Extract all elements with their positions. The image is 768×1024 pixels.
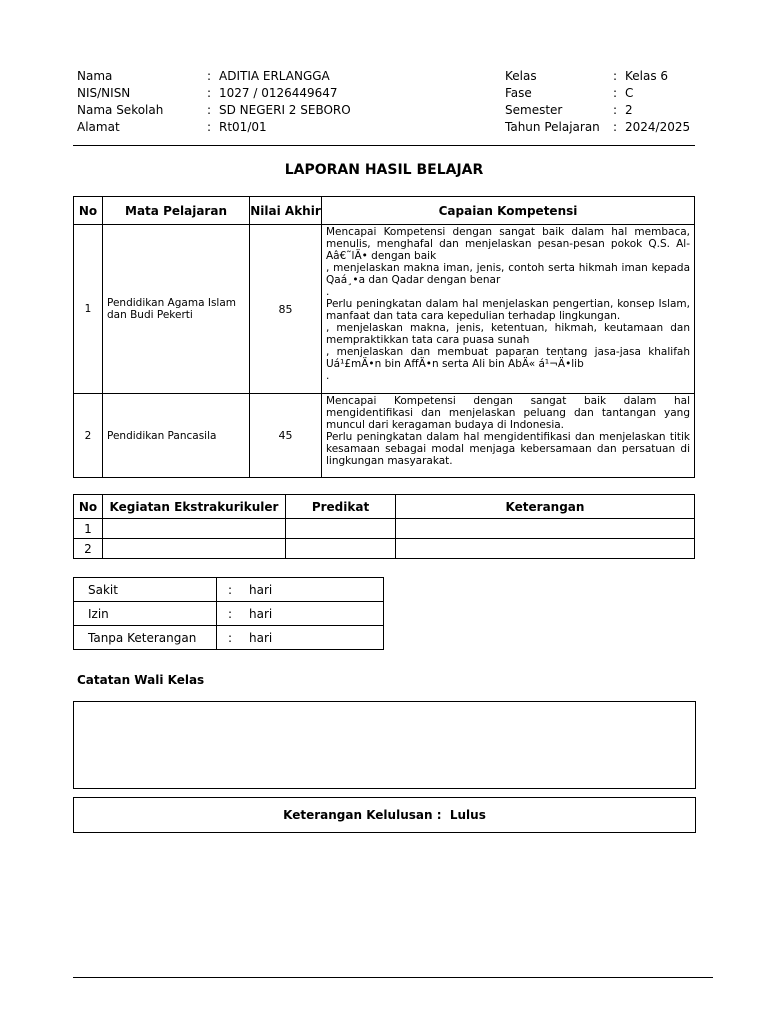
graduation-box	[73, 797, 696, 833]
graduation-value: Lulus	[449, 808, 486, 822]
competency-line: , menjelaskan makna iman, jenis, contoh serta hikmah iman kepada Qaá¸•a dan Qadar dengan benar	[326, 262, 690, 286]
graduation-label: Keterangan Kelulusan :	[283, 808, 442, 822]
row-score: 85	[250, 225, 322, 394]
row-no: 1	[74, 519, 103, 539]
info-label: Kelas	[505, 69, 537, 83]
attendance-value: hari	[243, 626, 384, 650]
row-subject: Pendidikan Agama Islam dan Budi Pekerti	[103, 225, 250, 394]
header-no: No	[74, 197, 103, 225]
attendance-row-izin	[74, 602, 384, 626]
student-info-right	[505, 68, 690, 136]
notes-box	[73, 701, 696, 789]
grades-header-row	[74, 197, 695, 225]
info-row-kelas	[505, 68, 690, 85]
competency-line: .	[326, 286, 330, 298]
extra-header-row	[74, 495, 695, 519]
notes-title: Catatan Wali Kelas	[77, 673, 205, 687]
info-row-tahun	[505, 119, 690, 136]
row-score: 45	[250, 394, 322, 478]
footer-divider	[73, 977, 713, 978]
competency-line: Perlu peningkatan dalam hal menjelaskan pengertian, konsep Islam, manfaat dan tata cara kepedulian terhadap lingkungan.	[326, 298, 690, 322]
info-row-sekolah	[77, 102, 351, 119]
info-row-nama	[77, 68, 351, 85]
info-value: 1027 / 0126449647	[219, 86, 338, 100]
header-predicate: Predikat	[286, 495, 396, 519]
info-label: Nama	[77, 69, 113, 83]
attendance-colon: :	[217, 602, 244, 626]
info-label: Semester	[505, 103, 563, 117]
header-subject: Mata Pelajaran	[103, 197, 250, 225]
row-no: 1	[74, 225, 103, 394]
info-value: C	[625, 86, 634, 100]
info-value: ADITIA ERLANGGA	[219, 69, 330, 83]
table-row	[74, 519, 695, 539]
info-value: 2024/2025	[625, 120, 691, 134]
info-colon: :	[207, 69, 212, 83]
info-row-alamat	[77, 119, 351, 136]
row-activity	[103, 519, 286, 539]
info-colon: :	[613, 103, 618, 117]
info-label: Tahun Pelajaran	[505, 120, 600, 134]
attendance-label: Sakit	[74, 578, 217, 602]
info-row-nisn	[77, 85, 351, 102]
student-info-left	[77, 68, 351, 136]
attendance-label: Izin	[74, 602, 217, 626]
attendance-value: hari	[243, 578, 384, 602]
competency-line: , menjelaskan dan membuat paparan tentang jasa-jasa khalifah Uá¹£mÄ•n bin AffÄ•n serta Ali bin AbÄ« á¹¬Ä•lib	[326, 346, 690, 370]
competency-line: .	[326, 370, 330, 382]
header-score: Nilai Akhir	[250, 197, 322, 225]
header-note: Keterangan	[396, 495, 695, 519]
page-title: LAPORAN HASIL BELAJAR	[284, 162, 484, 178]
row-note	[396, 539, 695, 559]
info-value: Kelas 6	[625, 69, 669, 83]
info-colon: :	[207, 120, 212, 134]
competency-line: Mencapai Kompetensi dengan sangat baik dalam hal mengidentifikasi dan menjelaskan peluang dan tantangan yang muncul dari keragaman budaya di Indonesia.	[326, 395, 690, 431]
attendance-colon: :	[217, 578, 244, 602]
info-value: Rt01/01	[219, 120, 267, 134]
attendance-row-tanpa-keterangan	[74, 626, 384, 650]
info-value: 2	[625, 103, 633, 117]
info-colon: :	[613, 69, 618, 83]
row-no: 2	[74, 539, 103, 559]
info-row-semester	[505, 102, 690, 119]
info-label: Fase	[505, 86, 532, 100]
header-activity: Kegiatan Ekstrakurikuler	[103, 495, 286, 519]
info-value: SD NEGERI 2 SEBORO	[219, 103, 351, 117]
info-colon: :	[207, 103, 212, 117]
competency-line: Perlu peningkatan dalam hal mengidentifikasi dan menjelaskan titik kesamaan sebagai modal menjaga kebersamaan dan persatuan di lingkungan masyarakat.	[326, 431, 690, 467]
row-activity	[103, 539, 286, 559]
attendance-row-sakit	[74, 578, 384, 602]
table-row	[74, 539, 695, 559]
header-competency: Capaian Kompetensi	[322, 197, 695, 225]
row-predicate	[286, 539, 396, 559]
row-competency	[322, 225, 695, 394]
extracurricular-table	[73, 494, 695, 559]
attendance-colon: :	[217, 626, 244, 650]
attendance-table	[73, 577, 384, 650]
info-label: NIS/NISN	[77, 86, 131, 100]
attendance-label: Tanpa Keterangan	[74, 626, 217, 650]
info-label: Alamat	[77, 120, 120, 134]
table-row	[74, 225, 695, 394]
info-colon: :	[613, 86, 618, 100]
header-divider	[73, 145, 695, 146]
row-competency	[322, 394, 695, 478]
row-note	[396, 519, 695, 539]
grades-table	[73, 196, 695, 478]
info-colon: :	[613, 120, 618, 134]
info-label: Nama Sekolah	[77, 103, 164, 117]
row-no: 2	[74, 394, 103, 478]
info-row-fase	[505, 85, 690, 102]
info-colon: :	[207, 86, 212, 100]
header-no: No	[74, 495, 103, 519]
competency-line: , menjelaskan makna, jenis, ketentuan, hikmah, keutamaan dan mempraktikkan tata cara puasa sunah	[326, 322, 690, 346]
competency-line: Mencapai Kompetensi dengan sangat baik dalam hal membaca, menulis, menghafal dan menjelaskan pesan-pesan pokok Q.S. Al-Aâ€˜lÄ• dengan baik	[326, 226, 690, 262]
row-predicate	[286, 519, 396, 539]
row-subject: Pendidikan Pancasila	[103, 394, 250, 478]
table-row	[74, 394, 695, 478]
attendance-value: hari	[243, 602, 384, 626]
